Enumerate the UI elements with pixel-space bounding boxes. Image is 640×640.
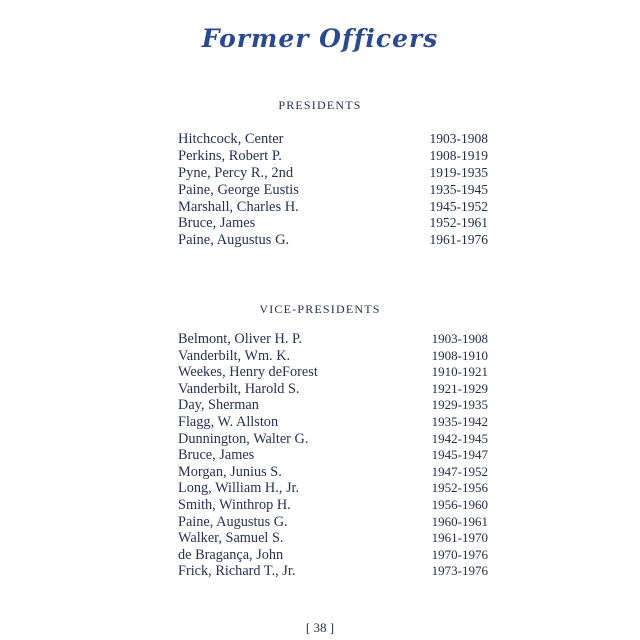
officer-term: 1919-1935 bbox=[429, 164, 488, 180]
officer-term: 1903-1908 bbox=[431, 331, 488, 346]
officer-term: 1961-1970 bbox=[431, 530, 488, 546]
officer-term: 1952-1956 bbox=[431, 480, 488, 496]
officer-term: 1960-1961 bbox=[431, 513, 488, 529]
officer-term: 1945-1947 bbox=[431, 447, 488, 463]
officer-name: Morgan, Junius S. bbox=[178, 463, 282, 480]
vice-president-row bbox=[178, 480, 488, 497]
officer-term: 1973-1976 bbox=[431, 563, 488, 579]
vice-president-row bbox=[178, 397, 488, 414]
vice-president-row bbox=[178, 331, 488, 348]
vice-president-row bbox=[178, 364, 488, 381]
officer-name: Frick, Richard T., Jr. bbox=[178, 563, 296, 580]
officer-term: 1910-1921 bbox=[431, 364, 488, 380]
officer-term: 1921-1929 bbox=[431, 380, 488, 396]
president-row bbox=[178, 165, 488, 182]
vice-president-row bbox=[178, 414, 488, 431]
officer-name: Paine, Augustus G. bbox=[178, 232, 290, 249]
officer-term: 1935-1942 bbox=[431, 413, 488, 429]
president-row bbox=[178, 215, 488, 232]
vice-presidents-heading: VICE-PRESIDENTS bbox=[259, 302, 381, 316]
officer-term: 1947-1952 bbox=[431, 463, 488, 479]
officer-term: 1956-1960 bbox=[431, 496, 488, 512]
page-title: Former Officers bbox=[201, 24, 439, 53]
officer-name: Belmont, Oliver H. P. bbox=[178, 331, 302, 347]
officer-name: Weekes, Henry deForest bbox=[178, 364, 318, 381]
officer-name: Pyne, Percy R., 2nd bbox=[178, 164, 294, 181]
vice-president-row bbox=[178, 563, 488, 580]
officer-name: Dunnington, Walter G. bbox=[178, 430, 309, 447]
vice-president-row bbox=[178, 497, 488, 514]
president-row bbox=[178, 182, 488, 199]
officer-term: 1970-1976 bbox=[431, 546, 488, 562]
officer-name: Marshall, Charles H. bbox=[178, 198, 299, 215]
officer-name: Smith, Winthrop H. bbox=[178, 496, 291, 513]
vice-president-row bbox=[178, 514, 488, 531]
officer-term: 1903-1908 bbox=[429, 131, 488, 146]
officer-name: Walker, Samuel S. bbox=[178, 530, 284, 547]
officer-name: de Bragança, John bbox=[178, 546, 284, 563]
president-row bbox=[178, 232, 488, 249]
officer-name: Perkins, Robert P. bbox=[178, 147, 282, 164]
vice-presidents-list bbox=[178, 331, 488, 580]
officer-name: Paine, Augustus G. bbox=[178, 513, 288, 530]
officer-term: 1908-1919 bbox=[429, 147, 488, 163]
vice-president-row bbox=[178, 431, 488, 448]
president-row bbox=[178, 131, 488, 148]
officer-term: 1961-1976 bbox=[429, 232, 488, 248]
officer-name: Day, Sherman bbox=[178, 397, 259, 414]
vice-president-row bbox=[178, 530, 488, 547]
officer-name: Bruce, James bbox=[178, 447, 255, 464]
officer-term: 1929-1935 bbox=[431, 397, 488, 413]
president-row bbox=[178, 148, 488, 165]
president-row bbox=[178, 199, 488, 216]
officer-term: 1908-1910 bbox=[431, 347, 488, 363]
vice-president-row bbox=[178, 348, 488, 365]
page-number: [ 38 ] bbox=[305, 620, 335, 635]
officer-name: Hitchcock, Center bbox=[178, 131, 284, 147]
officer-term: 1935-1945 bbox=[429, 181, 488, 197]
vice-president-row bbox=[178, 547, 488, 564]
officer-term: 1942-1945 bbox=[431, 430, 488, 446]
officer-name: Vanderbilt, Wm. K. bbox=[178, 347, 291, 364]
vice-president-row bbox=[178, 381, 488, 398]
presidents-heading: PRESIDENTS bbox=[278, 98, 362, 112]
officer-name: Paine, George Eustis bbox=[178, 181, 299, 198]
officer-name: Vanderbilt, Harold S. bbox=[178, 380, 300, 397]
presidents-list bbox=[178, 131, 488, 249]
officer-name: Flagg, W. Allston bbox=[178, 413, 279, 430]
officer-term: 1945-1952 bbox=[429, 198, 488, 214]
vice-president-row bbox=[178, 447, 488, 464]
officer-name: Long, William H., Jr. bbox=[178, 480, 300, 497]
officer-term: 1952-1961 bbox=[429, 215, 488, 231]
vice-president-row bbox=[178, 464, 488, 481]
officer-name: Bruce, James bbox=[178, 215, 256, 232]
